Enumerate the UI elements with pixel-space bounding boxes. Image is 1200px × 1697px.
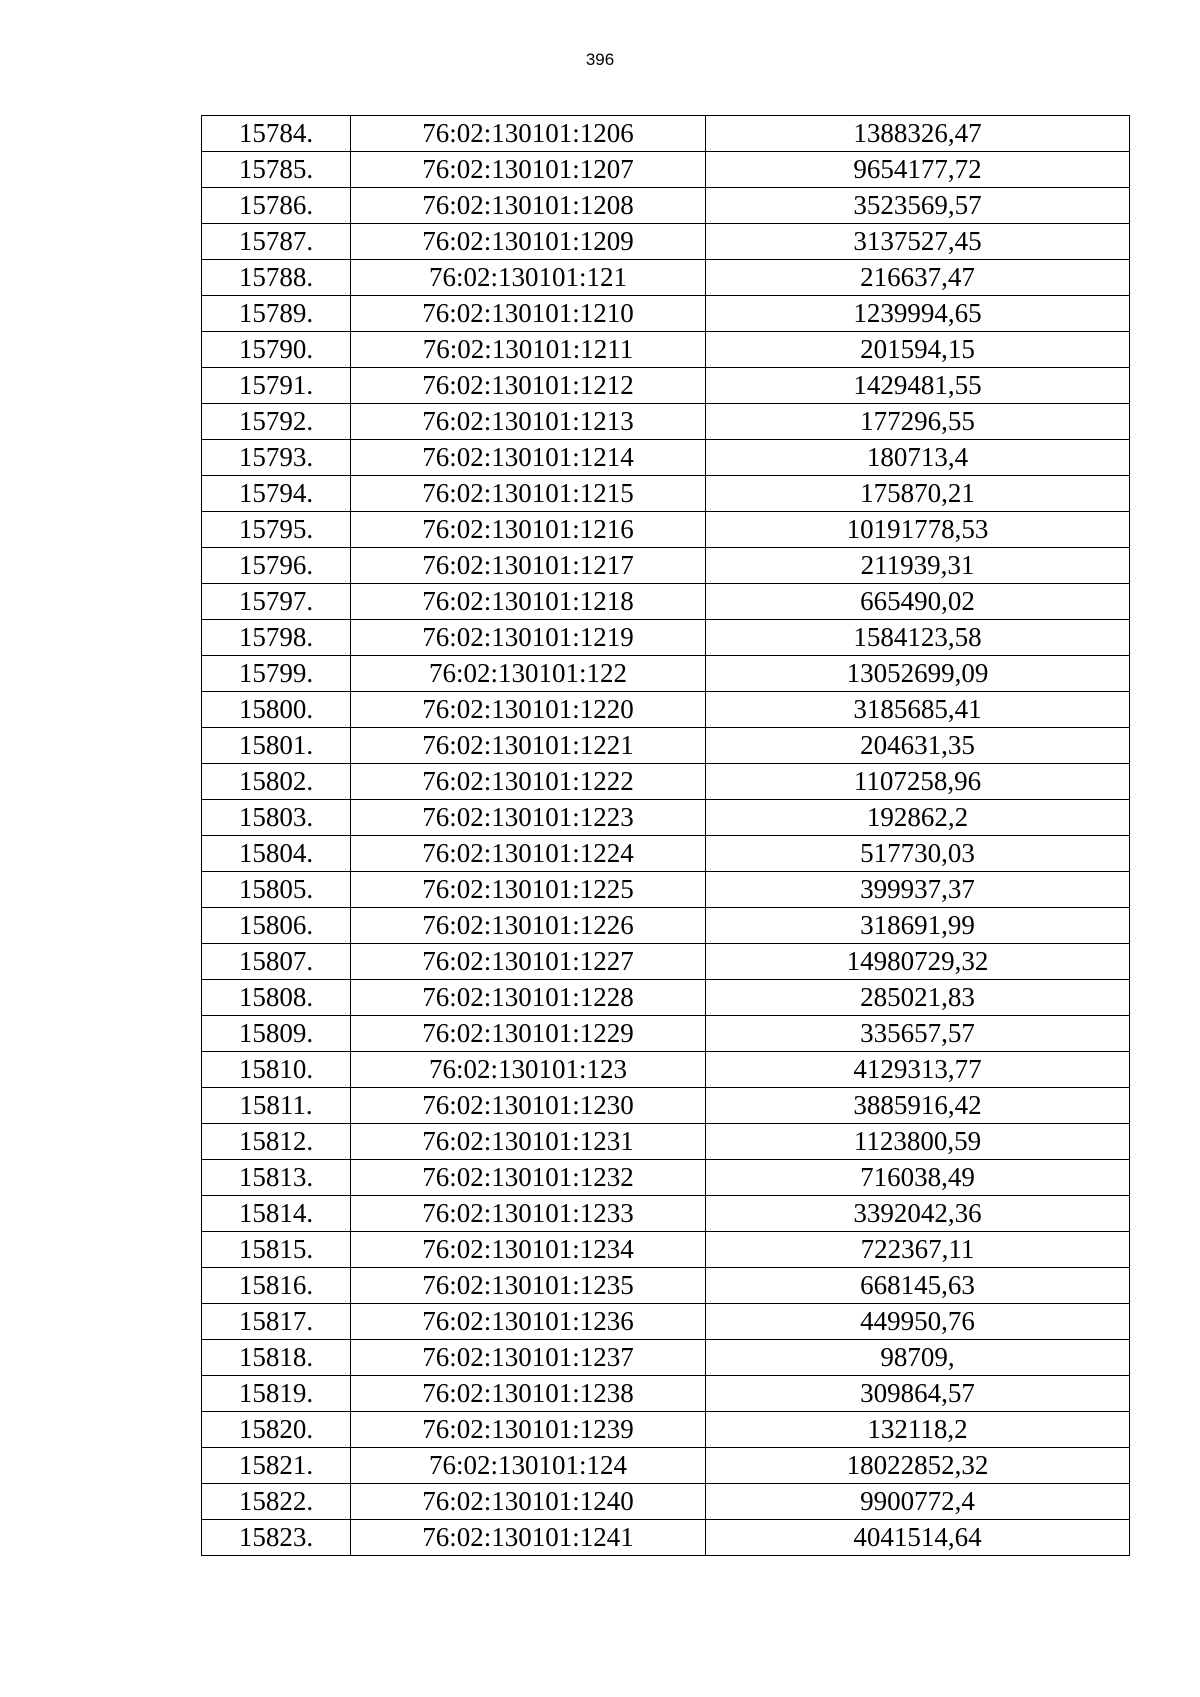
cadastral-value-cell: 4041514,64 (706, 1520, 1130, 1556)
cadastral-number-cell: 76:02:130101:1236 (351, 1304, 706, 1340)
table-row (202, 512, 1130, 548)
cadastral-number-cell: 76:02:130101:1225 (351, 872, 706, 908)
cadastral-number-cell: 76:02:130101:1230 (351, 1088, 706, 1124)
cadastral-number-cell: 76:02:130101:1216 (351, 512, 706, 548)
cadastral-number-cell: 76:02:130101:1234 (351, 1232, 706, 1268)
table-row (202, 1232, 1130, 1268)
table-row (202, 944, 1130, 980)
row-number-cell: 15820. (202, 1412, 351, 1448)
table-body (202, 116, 1130, 1556)
row-number-cell: 15784. (202, 116, 351, 152)
cadastral-number-cell: 76:02:130101:1219 (351, 620, 706, 656)
cadastral-value-cell: 211939,31 (706, 548, 1130, 584)
row-number-cell: 15786. (202, 188, 351, 224)
cadastral-number-cell: 76:02:130101:1227 (351, 944, 706, 980)
row-number-cell: 15789. (202, 296, 351, 332)
cadastral-number-cell: 76:02:130101:1218 (351, 584, 706, 620)
cadastral-value-cell: 665490,02 (706, 584, 1130, 620)
row-number-cell: 15794. (202, 476, 351, 512)
cadastral-value-cell: 192862,2 (706, 800, 1130, 836)
table-row (202, 188, 1130, 224)
cadastral-number-cell: 76:02:130101:121 (351, 260, 706, 296)
cadastral-value-cell: 3185685,41 (706, 692, 1130, 728)
cadastral-value-cell: 1107258,96 (706, 764, 1130, 800)
cadastral-value-cell: 318691,99 (706, 908, 1130, 944)
row-number-cell: 15806. (202, 908, 351, 944)
row-number-cell: 15811. (202, 1088, 351, 1124)
table-row (202, 116, 1130, 152)
table-row (202, 440, 1130, 476)
cadastral-number-cell: 76:02:130101:123 (351, 1052, 706, 1088)
table-row (202, 1412, 1130, 1448)
cadastral-value-cell: 180713,4 (706, 440, 1130, 476)
cadastral-number-cell: 76:02:130101:1238 (351, 1376, 706, 1412)
table-row (202, 728, 1130, 764)
table-row (202, 260, 1130, 296)
row-number-cell: 15816. (202, 1268, 351, 1304)
cadastral-number-cell: 76:02:130101:1214 (351, 440, 706, 476)
table-row (202, 1052, 1130, 1088)
cadastral-value-cell: 14980729,32 (706, 944, 1130, 980)
row-number-cell: 15819. (202, 1376, 351, 1412)
cadastral-value-cell: 18022852,32 (706, 1448, 1130, 1484)
row-number-cell: 15788. (202, 260, 351, 296)
cadastral-number-cell: 76:02:130101:122 (351, 656, 706, 692)
table-row (202, 1484, 1130, 1520)
row-number-cell: 15803. (202, 800, 351, 836)
row-number-cell: 15815. (202, 1232, 351, 1268)
cadastral-value-cell: 13052699,09 (706, 656, 1130, 692)
table-row (202, 1160, 1130, 1196)
cadastral-value-cell: 335657,57 (706, 1016, 1130, 1052)
row-number-cell: 15817. (202, 1304, 351, 1340)
table-row (202, 224, 1130, 260)
table-row (202, 548, 1130, 584)
row-number-cell: 15804. (202, 836, 351, 872)
table-row (202, 1304, 1130, 1340)
row-number-cell: 15814. (202, 1196, 351, 1232)
cadastral-value-cell: 309864,57 (706, 1376, 1130, 1412)
table-row (202, 296, 1130, 332)
cadastral-number-cell: 76:02:130101:1209 (351, 224, 706, 260)
cadastral-value-cell: 3885916,42 (706, 1088, 1130, 1124)
cadastral-value-cell: 1239994,65 (706, 296, 1130, 332)
cadastral-number-cell: 76:02:130101:1217 (351, 548, 706, 584)
row-number-cell: 15807. (202, 944, 351, 980)
row-number-cell: 15796. (202, 548, 351, 584)
table-row (202, 800, 1130, 836)
row-number-cell: 15808. (202, 980, 351, 1016)
row-number-cell: 15797. (202, 584, 351, 620)
cadastral-number-cell: 76:02:130101:1221 (351, 728, 706, 764)
cadastral-value-cell: 216637,47 (706, 260, 1130, 296)
cadastral-number-cell: 76:02:130101:1222 (351, 764, 706, 800)
table-row (202, 1448, 1130, 1484)
cadastral-value-cell: 1388326,47 (706, 116, 1130, 152)
cadastral-value-cell: 201594,15 (706, 332, 1130, 368)
cadastral-number-cell: 76:02:130101:1226 (351, 908, 706, 944)
cadastral-value-cell: 722367,11 (706, 1232, 1130, 1268)
cadastral-value-table (201, 115, 1130, 1556)
row-number-cell: 15798. (202, 620, 351, 656)
cadastral-value-cell: 3523569,57 (706, 188, 1130, 224)
table-row (202, 404, 1130, 440)
cadastral-number-cell: 76:02:130101:1231 (351, 1124, 706, 1160)
table-row (202, 584, 1130, 620)
cadastral-value-cell: 9900772,4 (706, 1484, 1130, 1520)
cadastral-value-cell: 668145,63 (706, 1268, 1130, 1304)
table-row (202, 1124, 1130, 1160)
cadastral-number-cell: 76:02:130101:1237 (351, 1340, 706, 1376)
row-number-cell: 15810. (202, 1052, 351, 1088)
table-row (202, 764, 1130, 800)
table-row (202, 980, 1130, 1016)
cadastral-value-cell: 177296,55 (706, 404, 1130, 440)
row-number-cell: 15800. (202, 692, 351, 728)
table-row (202, 692, 1130, 728)
cadastral-value-cell: 1584123,58 (706, 620, 1130, 656)
table-row (202, 872, 1130, 908)
row-number-cell: 15799. (202, 656, 351, 692)
table-row (202, 1196, 1130, 1232)
table-row (202, 620, 1130, 656)
row-number-cell: 15821. (202, 1448, 351, 1484)
cadastral-value-cell: 10191778,53 (706, 512, 1130, 548)
cadastral-number-cell: 76:02:130101:1211 (351, 332, 706, 368)
row-number-cell: 15823. (202, 1520, 351, 1556)
row-number-cell: 15792. (202, 404, 351, 440)
cadastral-value-cell: 1123800,59 (706, 1124, 1130, 1160)
table-row (202, 836, 1130, 872)
table-row (202, 332, 1130, 368)
row-number-cell: 15813. (202, 1160, 351, 1196)
table-row (202, 476, 1130, 512)
cadastral-number-cell: 76:02:130101:1239 (351, 1412, 706, 1448)
table-row (202, 1376, 1130, 1412)
cadastral-number-cell: 76:02:130101:1228 (351, 980, 706, 1016)
cadastral-value-cell: 285021,83 (706, 980, 1130, 1016)
row-number-cell: 15801. (202, 728, 351, 764)
cadastral-value-cell: 1429481,55 (706, 368, 1130, 404)
cadastral-value-cell: 3392042,36 (706, 1196, 1130, 1232)
row-number-cell: 15822. (202, 1484, 351, 1520)
cadastral-number-cell: 76:02:130101:1213 (351, 404, 706, 440)
table-row (202, 1520, 1130, 1556)
cadastral-number-cell: 76:02:130101:1220 (351, 692, 706, 728)
cadastral-number-cell: 76:02:130101:1223 (351, 800, 706, 836)
cadastral-value-cell: 175870,21 (706, 476, 1130, 512)
cadastral-value-cell: 517730,03 (706, 836, 1130, 872)
cadastral-value-cell: 98709, (706, 1340, 1130, 1376)
cadastral-number-cell: 76:02:130101:1229 (351, 1016, 706, 1052)
cadastral-number-cell: 76:02:130101:1240 (351, 1484, 706, 1520)
table-row (202, 1016, 1130, 1052)
table-row (202, 908, 1130, 944)
row-number-cell: 15785. (202, 152, 351, 188)
cadastral-value-cell: 399937,37 (706, 872, 1130, 908)
cadastral-value-cell: 3137527,45 (706, 224, 1130, 260)
table-row (202, 656, 1130, 692)
cadastral-number-cell: 76:02:130101:1210 (351, 296, 706, 332)
cadastral-value-cell: 204631,35 (706, 728, 1130, 764)
table-row (202, 1088, 1130, 1124)
row-number-cell: 15802. (202, 764, 351, 800)
cadastral-number-cell: 76:02:130101:1241 (351, 1520, 706, 1556)
table-row (202, 152, 1130, 188)
cadastral-number-cell: 76:02:130101:1206 (351, 116, 706, 152)
cadastral-number-cell: 76:02:130101:124 (351, 1448, 706, 1484)
cadastral-number-cell: 76:02:130101:1215 (351, 476, 706, 512)
cadastral-value-cell: 9654177,72 (706, 152, 1130, 188)
table-row (202, 1340, 1130, 1376)
table-row (202, 368, 1130, 404)
row-number-cell: 15791. (202, 368, 351, 404)
cadastral-value-cell: 132118,2 (706, 1412, 1130, 1448)
row-number-cell: 15818. (202, 1340, 351, 1376)
cadastral-number-cell: 76:02:130101:1233 (351, 1196, 706, 1232)
row-number-cell: 15793. (202, 440, 351, 476)
row-number-cell: 15795. (202, 512, 351, 548)
cadastral-number-cell: 76:02:130101:1208 (351, 188, 706, 224)
cadastral-number-cell: 76:02:130101:1212 (351, 368, 706, 404)
cadastral-value-cell: 716038,49 (706, 1160, 1130, 1196)
table-row (202, 1268, 1130, 1304)
cadastral-number-cell: 76:02:130101:1232 (351, 1160, 706, 1196)
cadastral-number-cell: 76:02:130101:1235 (351, 1268, 706, 1304)
cadastral-value-cell: 4129313,77 (706, 1052, 1130, 1088)
row-number-cell: 15805. (202, 872, 351, 908)
page-number: 396 (585, 50, 615, 69)
row-number-cell: 15809. (202, 1016, 351, 1052)
row-number-cell: 15812. (202, 1124, 351, 1160)
cadastral-number-cell: 76:02:130101:1207 (351, 152, 706, 188)
cadastral-value-cell: 449950,76 (706, 1304, 1130, 1340)
row-number-cell: 15787. (202, 224, 351, 260)
row-number-cell: 15790. (202, 332, 351, 368)
cadastral-number-cell: 76:02:130101:1224 (351, 836, 706, 872)
